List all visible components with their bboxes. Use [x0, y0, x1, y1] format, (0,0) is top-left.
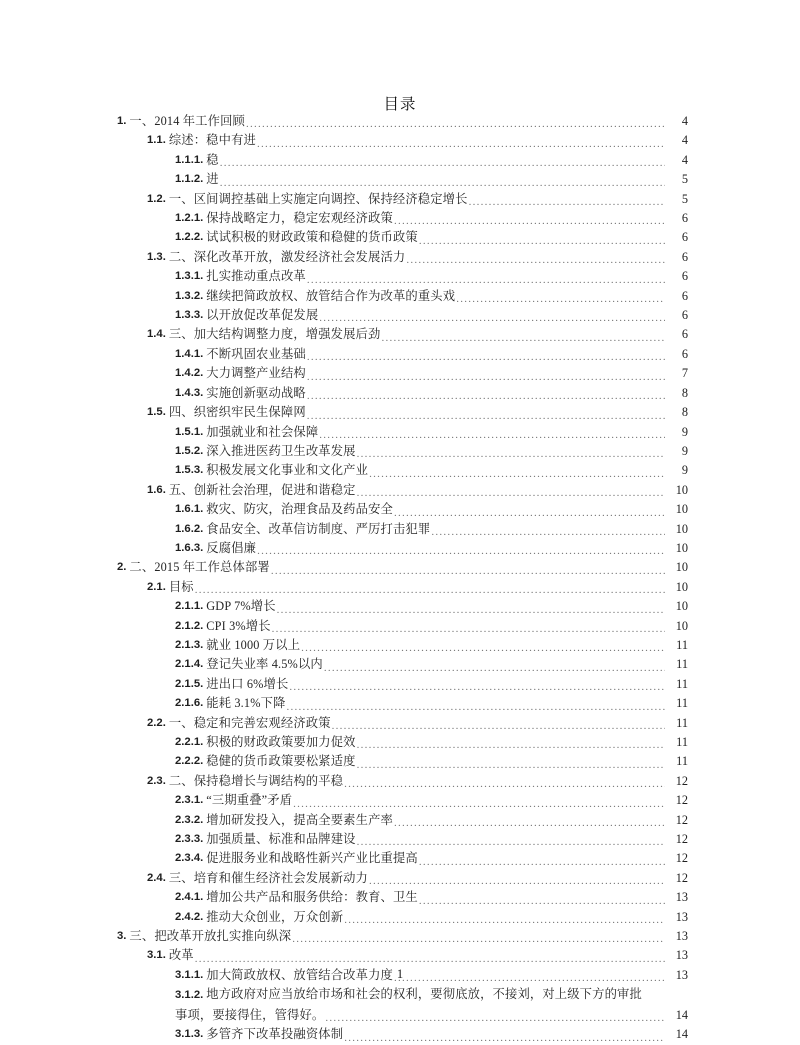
toc-entry-number: 1.3.	[147, 250, 166, 263]
toc-entry-number: 1.2.1.	[175, 212, 204, 225]
toc-dot-leader	[301, 643, 665, 653]
toc-page-number: 6	[681, 308, 688, 323]
toc-page-number: 13	[675, 948, 688, 963]
toc-entry[interactable]	[114, 869, 688, 888]
toc-page-number: 6	[681, 230, 688, 245]
toc-entry[interactable]	[114, 131, 688, 150]
toc-dot-leader	[246, 119, 665, 129]
toc-entry[interactable]	[114, 267, 688, 286]
toc-page-number: 9	[681, 424, 688, 439]
toc-page-number: 12	[675, 832, 688, 847]
toc-page-number: 12	[675, 812, 688, 827]
toc-dot-leader	[257, 139, 665, 149]
toc-entry-number: 3.1.	[147, 949, 166, 962]
toc-entry[interactable]	[114, 733, 688, 752]
toc-entry-number: 1.4.2.	[175, 367, 204, 380]
toc-page-number: 11	[676, 735, 688, 749]
toc-page-number: 11	[676, 715, 688, 730]
toc-entry-number: 3.1.1.	[175, 968, 204, 981]
toc-entry-text: 以开放促改革促发展	[206, 308, 319, 323]
toc-entry-line-1	[175, 985, 688, 1005]
toc-entry-text: 综述：稳中有进	[168, 133, 256, 148]
toc-entry-number: 1.	[117, 115, 127, 127]
toc-entry[interactable]	[114, 248, 688, 267]
toc-entry-text: 四、织密织牢民生保障网	[168, 405, 306, 420]
toc-entry[interactable]	[114, 655, 688, 674]
toc-entry-text: 三、把改革开放扎实推向纵深	[129, 929, 292, 944]
toc-entry-number: 1.4.3.	[175, 386, 204, 399]
toc-dot-leader	[324, 663, 665, 673]
toc-entry-text: 目标	[168, 579, 194, 594]
toc-entry-text: “三期重叠”矛盾	[206, 793, 293, 808]
toc-entry-text: 不断巩固农业基础	[206, 346, 306, 361]
toc-entry[interactable]	[114, 636, 688, 655]
toc-dot-leader	[287, 702, 666, 712]
toc-entry[interactable]	[114, 985, 688, 1025]
toc-dot-leader	[332, 721, 665, 731]
toc-entry-text: 积极发展文化事业和文化产业	[206, 463, 369, 478]
toc-page-number: 7	[681, 366, 688, 381]
toc-entry-number: 1.1.	[147, 134, 166, 147]
toc-entry[interactable]	[114, 209, 688, 228]
toc-entry-number: 1.3.1.	[175, 270, 204, 283]
toc-dot-leader	[456, 294, 665, 304]
toc-entry-text: 增加研发投入，提高全要素生产率	[206, 812, 393, 827]
toc-page-number: 6	[681, 288, 688, 303]
toc-entry-text: 增加公共产品和服务供给：教育、卫生	[206, 890, 418, 905]
toc-page-number: 6	[681, 249, 688, 264]
toc-page-number: 10	[675, 618, 688, 633]
toc-entry-number: 1.5.1.	[175, 425, 204, 438]
toc-page-number: 6	[681, 211, 688, 226]
toc-entry-number: 1.6.3.	[175, 541, 204, 554]
toc-entry-text: 就业 1000 万以上	[206, 637, 301, 652]
toc-entry-number: 2.1.2.	[175, 619, 204, 632]
toc-entry-number: 1.6.2.	[175, 522, 204, 535]
toc-dot-leader	[220, 178, 665, 188]
toc-dot-leader	[195, 954, 665, 964]
toc-dot-leader	[307, 352, 665, 362]
toc-page-number: 4	[681, 133, 688, 148]
toc-entry-line-2	[114, 1006, 688, 1025]
toc-page-number: 4	[681, 114, 688, 128]
toc-dot-leader	[369, 469, 665, 479]
toc-dot-leader	[357, 837, 665, 847]
toc-dot-leader	[307, 391, 665, 401]
toc-page-number: 10	[675, 599, 688, 614]
toc-entry-number: 2.4.1.	[175, 891, 204, 904]
toc-entry[interactable]	[114, 908, 688, 927]
toc-entry-text: 促进服务业和战略性新兴产业比重提高	[206, 851, 418, 866]
toc-dot-leader	[469, 197, 665, 207]
toc-entry[interactable]	[114, 752, 688, 771]
toc-entry-number: 3.1.3.	[175, 1028, 204, 1041]
toc-dot-leader	[394, 818, 665, 828]
toc-entry-text: 反腐倡廉	[206, 540, 257, 555]
toc-dot-leader	[272, 624, 665, 634]
toc-entry-number: 2.1.5.	[175, 677, 204, 690]
toc-entry-number: 1.2.	[147, 192, 166, 205]
toc-entry[interactable]	[114, 112, 688, 131]
toc-entry-text: 食品安全、改革信访制度、严厉打击犯罪	[206, 521, 431, 536]
toc-entry[interactable]	[114, 597, 688, 616]
toc-dot-leader	[357, 449, 665, 459]
toc-entry-number: 1.1.1.	[175, 153, 204, 166]
toc-entry-text: 五、创新社会治理，促进和谐稳定	[168, 482, 356, 497]
toc-dot-leader	[381, 333, 665, 343]
toc-dot-leader	[319, 313, 665, 323]
toc-entry-text: 继续把简政放权、放管结合作为改革的重头戏	[206, 288, 456, 303]
toc-entry-text: 二、2015 年工作总体部署	[129, 560, 270, 575]
toc-page-number: 11	[676, 657, 688, 672]
toc-dot-leader	[271, 566, 665, 576]
toc-page-number: 10	[675, 560, 688, 575]
toc-dot-leader	[394, 216, 665, 226]
toc-entry-number: 1.3.2.	[175, 289, 204, 302]
toc-entry-number: 2.3.1.	[175, 794, 204, 807]
toc-page-number: 13	[675, 890, 688, 905]
toc-page-number: 9	[681, 463, 688, 478]
toc-dot-leader	[394, 508, 665, 518]
toc-page-number: 13	[675, 909, 688, 924]
toc-entry[interactable]	[114, 946, 688, 965]
toc-dot-leader	[344, 779, 665, 789]
toc-entry[interactable]	[114, 849, 688, 868]
toc-dot-leader	[289, 682, 665, 692]
toc-entry-text: CPI 3%增长	[206, 618, 271, 633]
toc-entry-number: 2.2.	[147, 716, 166, 729]
toc-entry-number: 2.1.6.	[175, 697, 204, 710]
toc-entry-text: 改革	[168, 948, 194, 963]
toc-dot-leader	[257, 546, 665, 556]
toc-entry[interactable]	[114, 423, 688, 442]
toc-entry-number: 1.5.3.	[175, 464, 204, 477]
toc-page-number: 4	[681, 152, 688, 167]
toc-entry-text: 地方政府对应当放给市场和社会的权利，要彻底放，不接刘，对上级下方的审批	[206, 987, 642, 1002]
toc-page-number: 6	[681, 269, 688, 284]
toc-entry[interactable]	[114, 811, 688, 830]
toc-dot-leader	[419, 236, 665, 246]
toc-dot-leader	[344, 915, 665, 925]
toc-entry-text: 稳	[206, 152, 219, 167]
toc-page-number: 8	[681, 405, 688, 420]
footer-page-number: 1	[396, 967, 404, 981]
toc-entry-text: GDP 7%增长	[206, 599, 276, 614]
toc-dot-leader	[406, 255, 665, 265]
toc-entry-text: 加大简政放权、放管结合改革力度	[206, 967, 393, 982]
toc-dot-leader	[357, 760, 665, 770]
toc-entry-text: 进出口 6%增长	[206, 676, 289, 691]
toc-entry-text: 实施创新驱动战略	[206, 385, 306, 400]
toc-entry[interactable]	[114, 888, 688, 907]
toc-entry-number: 2.3.2.	[175, 813, 204, 826]
toc-entry-text: 多管齐下改革投融资体制	[206, 1027, 344, 1042]
toc-entry-number: 2.1.	[147, 580, 166, 593]
toc-entry[interactable]	[114, 228, 688, 247]
toc-entry-number: 1.3.3.	[175, 309, 204, 322]
toc-page-number: 14	[675, 1007, 688, 1022]
toc-entry-number: 2.3.	[147, 774, 166, 787]
toc-entry[interactable]	[114, 791, 688, 810]
toc-page-number: 8	[681, 385, 688, 400]
toc-page-number: 11	[676, 696, 688, 711]
toc-dot-leader	[293, 799, 665, 809]
toc-entry-text: 救灾、防灾，治理食品及药品安全	[206, 502, 393, 517]
toc-dot-leader	[220, 158, 665, 168]
toc-entry-number: 2.3.3.	[175, 833, 204, 846]
toc-entry-text: 保持战略定力，稳定宏观经济政策	[206, 211, 393, 226]
toc-entry[interactable]	[114, 617, 688, 636]
toc-entry-number: 3.	[117, 930, 127, 943]
toc-dot-leader	[195, 585, 665, 595]
toc-dot-leader	[307, 372, 665, 382]
toc-entry[interactable]	[114, 364, 688, 383]
toc-entry-number: 3.1.2.	[175, 989, 204, 1002]
toc-entry-text: 一、稳定和完善宏观经济政策	[168, 715, 331, 730]
toc-dot-leader	[277, 605, 665, 615]
toc-entry-text: 大力调整产业结构	[206, 366, 306, 381]
toc-entry-number: 1.5.2.	[175, 444, 204, 457]
toc-entry[interactable]	[114, 694, 688, 713]
toc-entry[interactable]	[114, 442, 688, 461]
toc-entry-text: 登记失业率 4.5%以内	[206, 657, 323, 672]
toc-entry[interactable]	[114, 481, 688, 500]
toc-entry[interactable]	[114, 325, 688, 344]
toc-entry[interactable]	[114, 306, 688, 325]
toc-entry-number: 2.4.2.	[175, 910, 204, 923]
toc-page-number: 13	[675, 967, 688, 982]
toc-dot-leader	[292, 934, 665, 944]
toc-entry-text: 扎实推动重点改革	[206, 269, 306, 284]
toc-page-number: 10	[675, 521, 688, 536]
toc-page-number: 10	[675, 482, 688, 497]
toc-entry-number: 2.3.4.	[175, 852, 204, 865]
toc-page-number: 14	[675, 1027, 688, 1042]
toc-page-number: 5	[681, 191, 688, 206]
toc-entry[interactable]	[114, 461, 688, 480]
toc-dot-leader	[357, 740, 665, 750]
toc-dot-leader	[419, 896, 665, 906]
toc-entry-text: 一、区间调控基础上实施定向调控、保持经济稳定增长	[168, 191, 468, 206]
toc-entry-text: 试试积极的财政政策和稳健的货币政策	[206, 230, 418, 245]
toc-entry[interactable]	[114, 675, 688, 694]
toc-page-number: 11	[676, 676, 688, 691]
toc-page-number: 12	[675, 870, 688, 885]
toc-page-number: 5	[681, 172, 688, 187]
toc-entry-text: 加强质量、标准和品牌建设	[206, 832, 356, 847]
toc-dot-leader	[431, 527, 665, 537]
toc-entry-text: 积极的财政政策要加力促效	[206, 735, 356, 749]
table-of-contents	[114, 112, 688, 1045]
toc-entry[interactable]	[114, 500, 688, 519]
toc-entry-text: 稳健的货币政策要松紧适度	[206, 754, 356, 769]
toc-entry[interactable]	[114, 384, 688, 403]
toc-entry-number: 1.5.	[147, 406, 166, 419]
toc-entry[interactable]	[114, 403, 688, 422]
toc-entry[interactable]	[114, 830, 688, 849]
toc-entry-number: 2.4.	[147, 871, 166, 884]
toc-entry[interactable]	[114, 190, 688, 209]
toc-entry-number: 1.4.	[147, 328, 166, 341]
toc-entry-text: 二、保持稳增长与调结构的平稳	[168, 773, 344, 788]
toc-entry-number: 1.4.1.	[175, 347, 204, 360]
toc-dot-leader	[369, 876, 665, 886]
toc-page-number: 11	[676, 637, 688, 652]
toc-entry-text: 三、加大结构调整力度，增强发展后劲	[168, 327, 381, 342]
toc-entry[interactable]	[114, 170, 688, 189]
toc-entry-text: 三、培育和催生经济社会发展新动力	[168, 870, 368, 885]
toc-entry[interactable]	[114, 520, 688, 539]
toc-page-number: 10	[675, 502, 688, 517]
toc-entry[interactable]	[114, 714, 688, 733]
toc-entry-text: 进	[206, 172, 219, 187]
toc-entry-number: 1.2.2.	[175, 231, 204, 244]
toc-entry-text: 能耗 3.1%下降	[206, 696, 286, 711]
toc-entry-number: 2.1.4.	[175, 658, 204, 671]
toc-entry-number: 2.1.3.	[175, 638, 204, 651]
toc-entry-number: 2.	[117, 561, 127, 574]
toc-page-number: 13	[675, 929, 688, 944]
toc-dot-leader	[319, 430, 665, 440]
toc-entry-text: 推动大众创业，万众创新	[206, 909, 344, 924]
toc-page-number: 11	[676, 754, 688, 769]
toc-entry-text: 深入推进医药卫生改革发展	[206, 443, 356, 458]
toc-dot-leader	[419, 857, 665, 867]
toc-entry[interactable]	[114, 345, 688, 364]
toc-page-number: 6	[681, 346, 688, 361]
toc-dot-leader	[307, 275, 665, 285]
toc-entry-number: 1.6.	[147, 483, 166, 496]
toc-page-number: 10	[675, 540, 688, 555]
toc-entry-text: 一、2014 年工作回顾	[129, 114, 245, 128]
toc-entry[interactable]	[114, 539, 688, 558]
toc-page-number: 9	[681, 443, 688, 458]
toc-entry[interactable]	[114, 578, 688, 597]
toc-dot-leader	[307, 411, 665, 421]
toc-entry-number: 2.1.1.	[175, 600, 204, 613]
toc-entry[interactable]	[114, 558, 688, 577]
toc-entry-text: 事项，要接得住，管得好。	[175, 1007, 325, 1022]
toc-page-number: 12	[675, 773, 688, 788]
toc-entry-text: 加强就业和社会保障	[206, 424, 319, 439]
toc-page-number: 6	[681, 327, 688, 342]
toc-entry-number: 2.2.2.	[175, 755, 204, 768]
toc-entry-number: 2.2.1.	[175, 736, 204, 748]
page-title: 目录	[383, 96, 417, 113]
toc-entry[interactable]	[114, 927, 688, 946]
toc-entry-wrapped-body	[175, 985, 688, 1025]
toc-dot-leader	[357, 488, 665, 498]
toc-dot-leader	[325, 1013, 665, 1023]
toc-page-number: 12	[675, 793, 688, 808]
toc-entry[interactable]	[114, 772, 688, 791]
toc-dot-leader	[344, 1033, 665, 1043]
toc-page-number: 12	[675, 851, 688, 866]
toc-entry[interactable]	[114, 287, 688, 306]
toc-page-number: 10	[675, 579, 688, 594]
toc-entry-number: 1.1.2.	[175, 173, 204, 186]
toc-entry-number: 1.6.1.	[175, 503, 204, 516]
toc-entry-text: 二、深化改革开放，激发经济社会发展活力	[168, 249, 406, 264]
toc-entry[interactable]	[114, 151, 688, 170]
